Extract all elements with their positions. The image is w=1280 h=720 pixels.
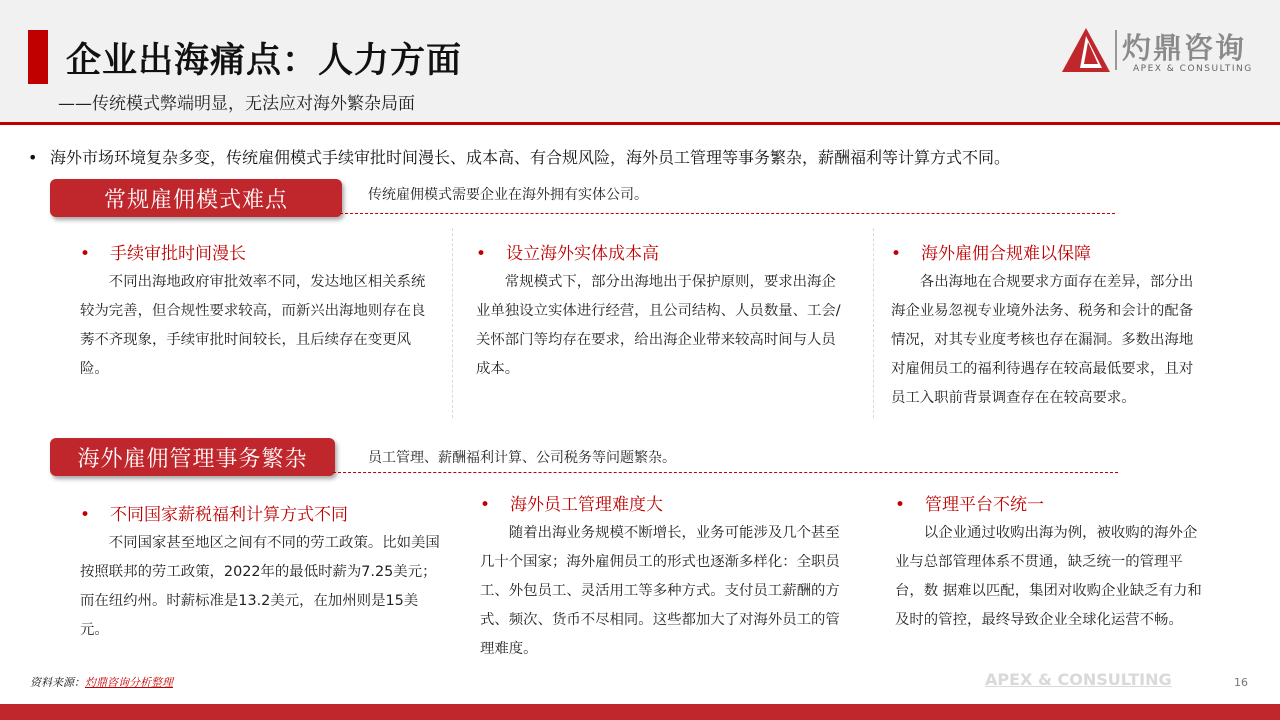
page-subtitle: ——传统模式弊端明显，无法应对海外繁杂局面	[58, 94, 415, 114]
logo-en-text: APEX & CONSULTING	[1133, 64, 1253, 74]
intro-label: 海外市场环境复杂多变，传统雇佣模式手续审批时间漫长、成本高、有合规风险，海外员工管理等事务繁杂，薪酬福利等计算方式不同。	[50, 148, 1011, 167]
source-link[interactable]: 灼鼎咨询分析整理	[85, 676, 173, 689]
bullet-icon: •	[891, 244, 902, 264]
bullet-icon: •	[28, 148, 38, 167]
source-label: 资料来源：	[30, 676, 85, 689]
card-body: 不同出海地政府审批效率不同，发达地区相关系统较为完善，但合规性要求较高，而新兴出海地则存在良莠不齐现象，手续审批时间较长，且后续存在变更风险。	[80, 274, 426, 377]
card-body: 各出海地在合规要求方面存在差异，部分出海企业易忽视专业境外法务、税务和会计的配备情况，对其专业度考核也存在漏洞。多数出海地对雇佣员工的福利待遇存在较高最低要求，且对员工入职前背景调查存在在较高要求。	[891, 274, 1194, 406]
card-heading: 管理平台不统一	[925, 495, 1044, 515]
brand-logo	[1060, 26, 1265, 78]
section-divider	[340, 213, 1115, 214]
page-number: 16	[1234, 676, 1248, 689]
column-divider	[873, 228, 874, 418]
section-desc-regular: 传统雇佣模式需要企业在海外拥有实体公司。	[368, 187, 648, 203]
pain-point-card	[80, 500, 440, 645]
header-divider	[0, 122, 1280, 125]
source-note	[30, 674, 173, 690]
title-accent-bar	[28, 30, 48, 84]
card-heading: 手续审批时间漫长	[110, 244, 246, 264]
page-title: 企业出海痛点：人力方面	[66, 41, 463, 81]
pain-point-card	[480, 490, 845, 664]
section-divider	[333, 472, 1118, 473]
card-body: 以企业通过收购出海为例，被收购的海外企业与总部管理体系不贯通，缺乏统一的管理平台，数 据难以匹配，集团对收购企业缺乏有力和及时的管控，最终导致企业全球化运营不畅。	[895, 525, 1202, 628]
bullet-icon: •	[80, 244, 91, 264]
pain-point-card	[891, 239, 1207, 413]
section-tag-regular: 常规雇佣模式难点	[50, 179, 342, 217]
pain-point-card	[476, 239, 841, 384]
card-heading: 海外雇佣合规难以保障	[921, 244, 1091, 264]
section-desc-management: 员工管理、薪酬福利计算、公司税务等问题繁杂。	[368, 450, 676, 466]
card-body: 常规模式下，部分出海地出于保护原则，要求出海企业单独设立实体进行经营，且公司结构、人员数量、工会/关怀部门等均存在要求，给出海企业带来较高时间与人员成本。	[476, 274, 841, 377]
bullet-icon: •	[476, 244, 487, 264]
card-heading: 不同国家薪税福利计算方式不同	[110, 505, 348, 525]
triangle-logo-icon	[1060, 26, 1112, 74]
bullet-icon: •	[895, 495, 906, 515]
footer-bar	[0, 704, 1280, 720]
logo-separator	[1115, 30, 1117, 70]
column-divider	[452, 228, 453, 418]
intro-text	[28, 145, 1010, 168]
bullet-icon: •	[80, 505, 91, 525]
pain-point-card	[895, 490, 1207, 635]
watermark: APEX & CONSULTING	[985, 670, 1172, 689]
logo-cn-text: 灼鼎咨询	[1122, 31, 1247, 65]
section-tag-management: 海外雇佣管理事务繁杂	[50, 438, 335, 476]
card-heading: 海外员工管理难度大	[510, 495, 663, 515]
card-body: 不同国家甚至地区之间有不同的劳工政策。比如美国按照联邦的劳工政策，2022年的最低时薪为7.25美元；而在纽约州。时薪标准是13.2美元，在加州则是15美元。	[80, 535, 440, 638]
pain-point-card	[80, 239, 435, 384]
card-body: 随着出海业务规模不断增长，业务可能涉及几个甚至几十个国家；海外雇佣员工的形式也逐渐多样化：全职员工、外包员工、灵活用工等多种方式。支付员工薪酬的方式、频次、货币不尽相同。这些都加大了对海外员工的管理难度。	[480, 525, 840, 657]
card-heading: 设立海外实体成本高	[506, 244, 659, 264]
bullet-icon: •	[480, 495, 491, 515]
